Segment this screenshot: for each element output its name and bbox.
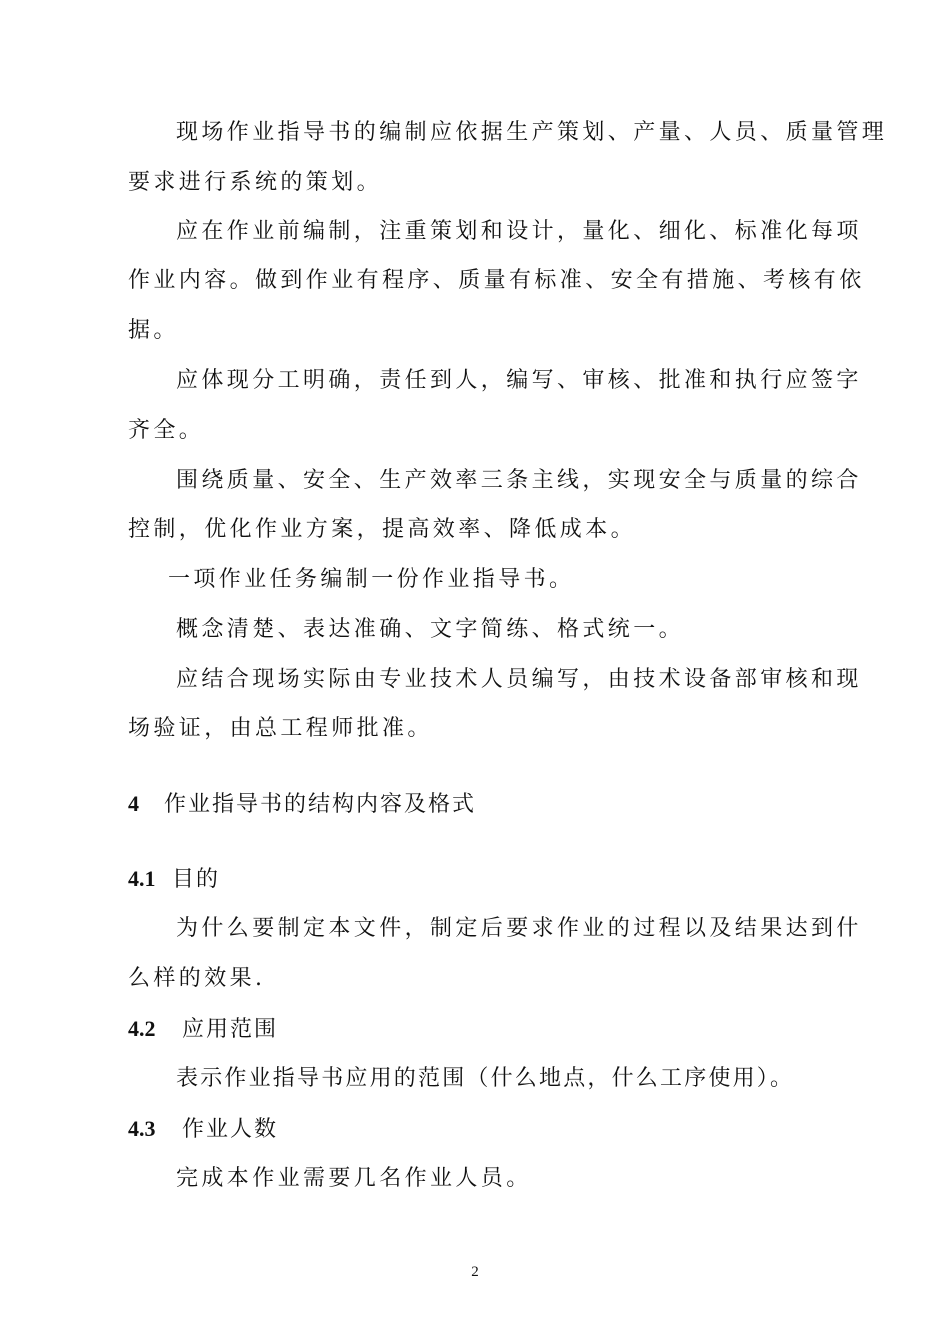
paragraph-line: 应在作业前编制，注重策划和设计，量化、细化、标准化每项	[176, 219, 862, 244]
paragraph-line: 现场作业指导书的编制应依据生产策划、产量、人员、质量管理	[176, 120, 888, 145]
paragraph-line: 概念清楚、表达准确、文字简练、格式统一。	[176, 617, 685, 642]
paragraph-line: 围绕质量、安全、生产效率三条主线，实现安全与质量的综合	[176, 468, 862, 493]
subsection-number: 4.2	[128, 1016, 156, 1041]
paragraph-line: 场验证，由总工程师批准。	[128, 716, 433, 741]
paragraph-line: 么样的效果.	[128, 966, 266, 991]
subsection-heading	[128, 1014, 278, 1045]
paragraph-line: 表示作业指导书应用的范围（什么地点，什么工序使用）。	[176, 1066, 795, 1091]
paragraph-line: 一项作业任务编制一份作业指导书。	[168, 567, 575, 592]
paragraph-line: 控制，优化作业方案，提高效率、降低成本。	[128, 517, 637, 542]
subsection-number: 4.3	[128, 1116, 156, 1141]
paragraph-line: 为什么要制定本文件，制定后要求作业的过程以及结果达到什	[176, 916, 862, 941]
paragraph-line: 据。	[128, 318, 179, 343]
subsection-title: 作业人数	[182, 1117, 279, 1142]
paragraph-line: 齐全。	[128, 418, 205, 443]
section-title: 作业指导书的结构内容及格式	[164, 792, 477, 817]
subsection-title: 目的	[172, 867, 221, 892]
subsection-title: 应用范围	[182, 1017, 279, 1042]
paragraph-line: 应结合现场实际由专业技术人员编写，由技术设备部审核和现	[176, 667, 862, 692]
section-number: 4	[128, 791, 139, 816]
subsection-heading	[128, 864, 220, 895]
subsection-heading	[128, 1114, 278, 1145]
subsection-number: 4.1	[128, 866, 156, 891]
paragraph-line: 要求进行系统的策划。	[128, 170, 383, 195]
paragraph-line: 应体现分工明确，责任到人，编写、审核、批准和执行应签字	[176, 368, 862, 393]
section-heading	[128, 789, 476, 820]
page-number: 2	[471, 1264, 479, 1280]
paragraph-line: 作业内容。做到作业有程序、质量有标准、安全有措施、考核有依	[128, 268, 865, 293]
paragraph-line: 完成本作业需要几名作业人员。	[176, 1166, 532, 1191]
